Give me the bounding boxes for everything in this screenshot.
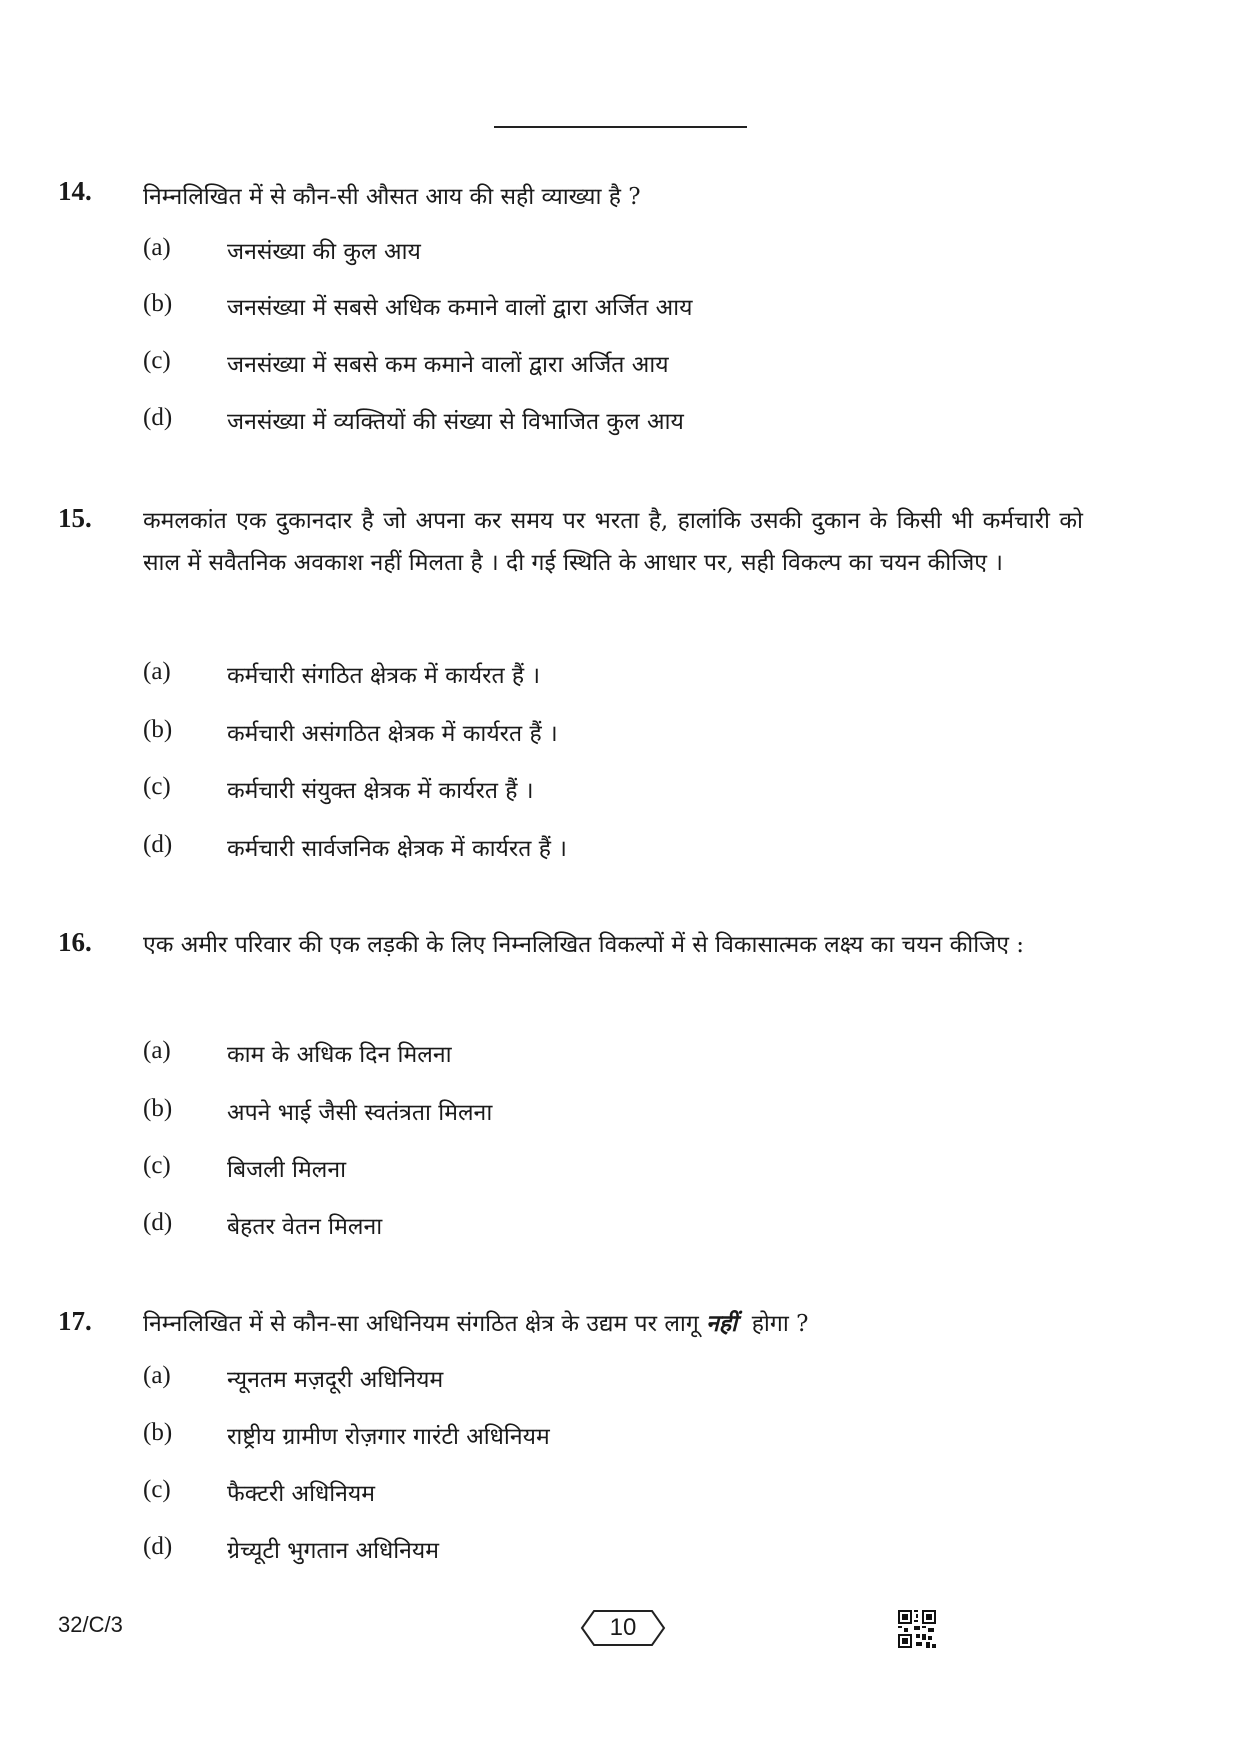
option-label: (c) xyxy=(143,773,171,800)
option-text: जनसंख्या में सबसे अधिक कमाने वालों द्वारा अर्जित आय xyxy=(227,295,693,321)
option-16c xyxy=(143,1152,1043,1192)
option-text: काम के अधिक दिन मिलना xyxy=(227,1042,452,1068)
option-text: कर्मचारी सार्वजनिक क्षेत्रक में कार्यरत हैं । xyxy=(227,836,567,862)
option-label: (b) xyxy=(143,1419,173,1446)
option-label: (d) xyxy=(143,404,173,431)
paper-code: 32/C/3 xyxy=(58,1612,123,1637)
option-16d xyxy=(143,1209,1043,1249)
option-label: (d) xyxy=(143,1533,173,1560)
option-label: (d) xyxy=(143,831,173,858)
option-15d xyxy=(143,831,1043,871)
option-14d xyxy=(143,404,1043,444)
question-number: 16. xyxy=(58,927,92,957)
option-text: बिजली मिलना xyxy=(227,1157,347,1183)
question-text xyxy=(143,1303,1083,1345)
option-text: ग्रेच्यूटी भुगतान अधिनियम xyxy=(227,1538,440,1564)
question-number: 14. xyxy=(58,176,92,206)
question-text-before: निम्नलिखित में से कौन-सा अधिनियम संगठित क्षेत्र के उद्यम पर लागू xyxy=(143,1311,699,1337)
option-label: (d) xyxy=(143,1209,173,1236)
option-17a xyxy=(143,1362,1043,1402)
option-text: कर्मचारी संगठित क्षेत्रक में कार्यरत हैं । xyxy=(227,663,541,689)
option-label: (b) xyxy=(143,290,173,317)
option-text: बेहतर वेतन मिलना xyxy=(227,1214,383,1240)
top-divider xyxy=(494,126,747,128)
page-number-badge xyxy=(568,1608,678,1648)
option-text: न्यूनतम मज़दूरी अधिनियम xyxy=(227,1367,444,1393)
question-text: निम्नलिखित में से कौन-सी औसत आय की सही व्याख्या है ? xyxy=(143,184,641,210)
option-text: जनसंख्या में सबसे कम कमाने वालों द्वारा अर्जित आय xyxy=(227,352,669,378)
option-text: फैक्टरी अधिनियम xyxy=(227,1481,376,1507)
option-text: जनसंख्या की कुल आय xyxy=(227,239,421,265)
option-label: (c) xyxy=(143,1152,171,1179)
option-text: अपने भाई जैसी स्वतंत्रता मिलना xyxy=(227,1100,493,1126)
option-15c xyxy=(143,773,1043,813)
question-text-after: होगा ? xyxy=(751,1311,809,1337)
question-text-emphasis: नहीं xyxy=(706,1310,738,1337)
option-label: (a) xyxy=(143,658,171,685)
option-15a xyxy=(143,658,1043,698)
option-14b xyxy=(143,290,1043,330)
question-number: 15. xyxy=(58,503,92,533)
option-label: (a) xyxy=(143,1037,171,1064)
question-text: कमलकांत एक दुकानदार है जो अपना कर समय पर भरता है, हालांकि उसकी दुकान के किसी भी कर्मचारी को साल में सवैतनिक अवकाश नहीं मिलता है । दी गई स्थिति के आधार पर, सही विकल्प का चयन कीजिए । xyxy=(143,508,1083,576)
option-14c xyxy=(143,347,1043,387)
option-text: जनसंख्या में व्यक्तियों की संख्या से विभाजित कुल आय xyxy=(227,409,684,435)
option-15b xyxy=(143,716,1043,756)
option-text: राष्ट्रीय ग्रामीण रोज़गार गारंटी अधिनियम xyxy=(227,1424,550,1450)
option-16b xyxy=(143,1095,1043,1135)
qr-code-icon xyxy=(898,1610,936,1648)
option-14a xyxy=(143,234,1043,274)
option-label: (c) xyxy=(143,347,171,374)
option-label: (b) xyxy=(143,1095,173,1122)
option-text: कर्मचारी संयुक्त क्षेत्रक में कार्यरत हैं । xyxy=(227,778,534,804)
option-label: (c) xyxy=(143,1476,171,1503)
page-number: 10 xyxy=(609,1614,637,1641)
option-17d xyxy=(143,1533,1043,1573)
option-17c xyxy=(143,1476,1043,1516)
option-16a xyxy=(143,1037,1043,1077)
option-label: (a) xyxy=(143,1362,171,1389)
option-text: कर्मचारी असंगठित क्षेत्रक में कार्यरत हैं । xyxy=(227,721,558,747)
question-number: 17. xyxy=(58,1306,92,1336)
option-label: (a) xyxy=(143,234,171,261)
option-17b xyxy=(143,1419,1043,1459)
question-text: एक अमीर परिवार की एक लड़की के लिए निम्नलिखित विकल्पों में से विकासात्मक लक्ष्य का चयन कीजिए : xyxy=(143,932,1025,958)
option-label: (b) xyxy=(143,716,173,743)
